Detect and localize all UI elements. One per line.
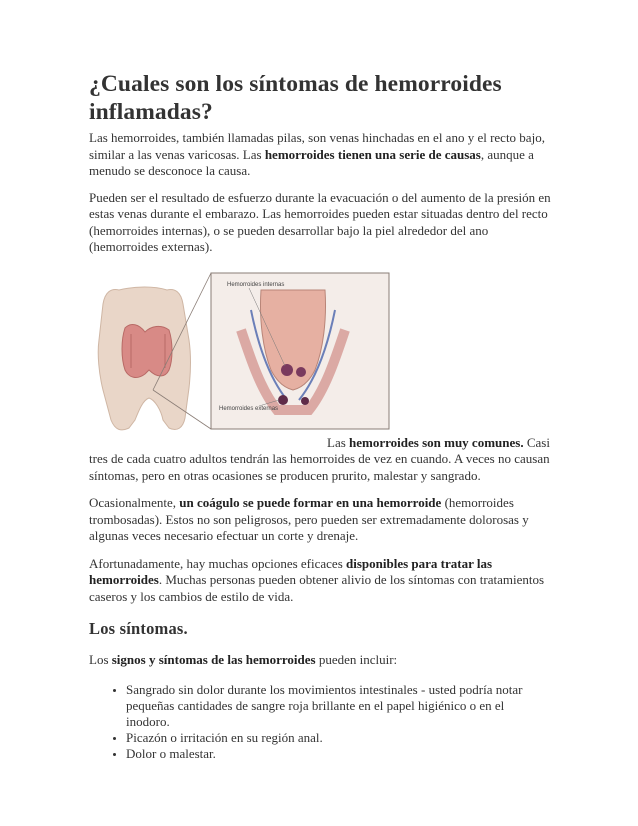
internal-hemorrhoid xyxy=(296,367,306,377)
label-internal: Hemorroides internas xyxy=(227,281,285,288)
hemorrhoid-illustration xyxy=(91,270,391,432)
intro-text-end: , aunque a menudo se desconoce la causa. xyxy=(89,146,534,178)
treatment-bold: disponibles para tratar las hemorroides xyxy=(89,555,493,587)
list-item: • Picazón o irritación en su región anal. xyxy=(126,730,551,746)
intro-bold: hemorroides tienen una serie de causas xyxy=(264,146,481,162)
signs-bold: signos y síntomas de las hemorroides xyxy=(111,652,316,667)
article xyxy=(89,70,551,762)
internal-hemorrhoid xyxy=(281,364,293,376)
symptoms-list xyxy=(89,682,551,762)
intro-paragraph xyxy=(89,130,551,180)
external-hemorrhoid xyxy=(278,395,288,405)
causes-paragraph: Pueden ser el resultado de esfuerzo durante la evacuación o del aumento de la presión en estas venas durante el embarazo. Las hemorroides pueden estar situadas dentro del recto (hemorroides internas), o se pueden desarrollar bajo la piel alrededor del ano (hemorroides externas). xyxy=(89,189,551,254)
list-item: • Sangrado sin dolor durante los movimientos intestinales - usted podría notar pequeñas cantidades de sangre roja brillante en el papel higiénico o en el inodoro. xyxy=(126,682,551,730)
treatment-paragraph xyxy=(89,556,551,606)
clot-text: Ocasionalmente, xyxy=(89,495,180,510)
intro-text: Las hemorroides, también llamadas pilas, son venas hinchadas en el ano y el recto bajo, similar a las venas varicosas. Las xyxy=(89,130,545,162)
signs-text: Los xyxy=(89,652,112,667)
clot-text-end: (hemorroides trombosadas). Estos no son peligrosos, pero pueden ser extremadamente dolorosas y algunas veces necesario efectuar un corte y drenaje. xyxy=(89,495,529,543)
symptoms-heading: Los síntomas. xyxy=(89,619,188,638)
common-text-end: Casi tres de cada cuatro adultos tendrán las hemorroides de vez en cuando. A veces no causan síntomas, pero en otras ocasiones se producen prurito, malestar y sangrado. xyxy=(89,434,550,483)
signs-text-end: pueden incluir: xyxy=(315,652,398,667)
common-paragraph xyxy=(89,435,551,485)
list-item: • Dolor o malestar. xyxy=(126,746,551,762)
common-text: Las xyxy=(327,434,350,450)
clot-bold: un coágulo se puede formar en una hemorroide xyxy=(179,495,442,510)
label-external: Hemorroides externas xyxy=(219,405,279,412)
signs-paragraph xyxy=(89,652,551,669)
treatment-text: Afortunadamente, hay muchas opciones eficaces xyxy=(89,555,347,571)
page-title: ¿Cuales son los síntomas de hemorroides inflamadas? xyxy=(89,71,502,125)
treatment-text-end: . Muchas personas pueden obtener alivio de los síntomas con tratamientos caseros y los cambios de estilo de vida. xyxy=(89,572,545,604)
clot-paragraph xyxy=(89,495,551,545)
external-hemorrhoid xyxy=(301,397,309,405)
common-bold: hemorroides son muy comunes. xyxy=(349,434,524,450)
anatomy-figure xyxy=(89,270,551,432)
